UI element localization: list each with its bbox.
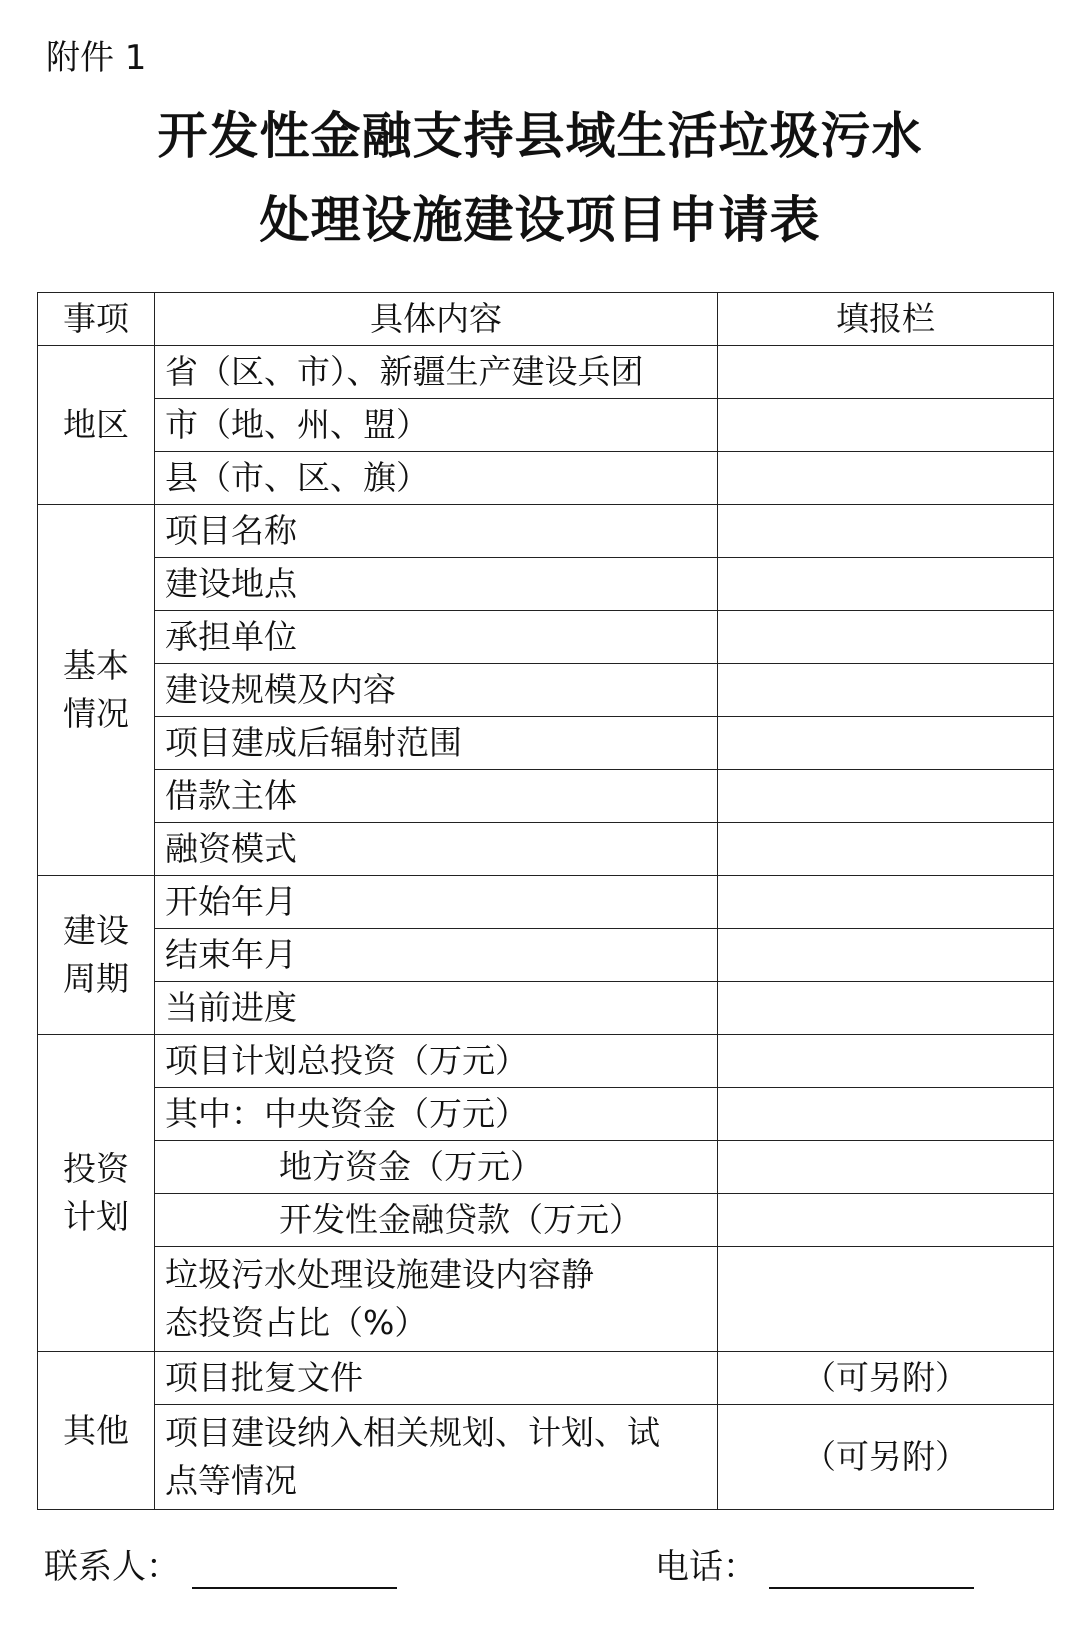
row-label: 省（区、市）、新疆生产建设兵团	[155, 346, 718, 399]
header-content: 具体内容	[155, 293, 718, 346]
attachment-label: 附件 1	[46, 38, 147, 78]
table-row	[38, 823, 1054, 876]
table-row	[38, 876, 1054, 929]
category-region: 地区	[38, 346, 155, 505]
row-label: 其中：中央资金（万元）	[155, 1088, 718, 1141]
fill-cell[interactable]	[718, 346, 1054, 399]
row-label: 当前进度	[155, 982, 718, 1035]
category-basic-info	[38, 505, 155, 876]
fill-cell[interactable]	[718, 982, 1054, 1035]
fill-cell[interactable]	[718, 505, 1054, 558]
fill-cell[interactable]	[718, 399, 1054, 452]
header-item: 事项	[38, 293, 155, 346]
row-label: 开始年月	[155, 876, 718, 929]
row-label: 县（市、区、旗）	[155, 452, 718, 505]
phone-label: 电话：	[655, 1547, 757, 1587]
row-label	[155, 1405, 718, 1510]
header-fill: 填报栏	[718, 293, 1054, 346]
phone-input-line[interactable]	[769, 1551, 974, 1589]
fill-cell[interactable]	[718, 929, 1054, 982]
fill-cell[interactable]	[718, 452, 1054, 505]
table-row	[38, 1405, 1054, 1510]
table-row	[38, 505, 1054, 558]
fill-cell[interactable]	[718, 611, 1054, 664]
fill-cell[interactable]	[718, 558, 1054, 611]
row-label: 项目建成后辐射范围	[155, 717, 718, 770]
row-label: 融资模式	[155, 823, 718, 876]
row-label	[155, 1247, 718, 1352]
fill-cell[interactable]	[718, 823, 1054, 876]
category-investment-plan	[38, 1035, 155, 1352]
application-form-table	[37, 292, 1054, 1510]
row-label: 开发性金融贷款（万元）	[155, 1194, 718, 1247]
table-row	[38, 346, 1054, 399]
fill-cell[interactable]	[718, 717, 1054, 770]
table-row	[38, 1194, 1054, 1247]
row-label-text: 项目建设纳入相关规划、计划、试点等情况	[165, 1413, 660, 1500]
row-label: 市（地、州、盟）	[155, 399, 718, 452]
table-row	[38, 929, 1054, 982]
fill-cell[interactable]	[718, 770, 1054, 823]
category-other: 其他	[38, 1352, 155, 1510]
fill-cell[interactable]	[718, 1247, 1054, 1352]
row-label: 项目名称	[155, 505, 718, 558]
category-construction-period	[38, 876, 155, 1035]
fill-cell[interactable]	[718, 876, 1054, 929]
contact-label: 联系人：	[44, 1547, 180, 1587]
category-basic-info-label: 基本情况	[63, 646, 129, 733]
contact-input-line[interactable]	[192, 1551, 397, 1589]
table-row	[38, 717, 1054, 770]
fill-cell[interactable]	[718, 664, 1054, 717]
table-row	[38, 1352, 1054, 1405]
row-label: 项目批复文件	[155, 1352, 718, 1405]
category-construction-period-label: 建设周期	[63, 911, 129, 998]
fill-cell[interactable]	[718, 1088, 1054, 1141]
fill-cell[interactable]	[718, 1035, 1054, 1088]
table-row	[38, 611, 1054, 664]
form-title-line-1: 开发性金融支持县域生活垃圾污水	[157, 107, 923, 165]
row-label: 地方资金（万元）	[155, 1141, 718, 1194]
row-label: 借款主体	[155, 770, 718, 823]
table-row	[38, 399, 1054, 452]
row-label: 项目计划总投资（万元）	[155, 1035, 718, 1088]
fill-cell-attachable[interactable]: （可另附）	[718, 1352, 1054, 1405]
table-row	[38, 1035, 1054, 1088]
row-label: 承担单位	[155, 611, 718, 664]
fill-cell[interactable]	[718, 1141, 1054, 1194]
fill-cell-attachable[interactable]: （可另附）	[718, 1405, 1054, 1510]
table-row	[38, 982, 1054, 1035]
table-row	[38, 664, 1054, 717]
table-row	[38, 1141, 1054, 1194]
table-row	[38, 1247, 1054, 1352]
category-investment-plan-label: 投资计划	[63, 1149, 129, 1236]
header-row	[38, 293, 1054, 346]
form-title-line-2: 处理设施建设项目申请表	[259, 191, 821, 249]
table-row	[38, 770, 1054, 823]
row-label: 建设规模及内容	[155, 664, 718, 717]
row-label: 结束年月	[155, 929, 718, 982]
table-row	[38, 1088, 1054, 1141]
fill-cell[interactable]	[718, 1194, 1054, 1247]
contact-field	[44, 1545, 397, 1589]
table-row	[38, 558, 1054, 611]
row-label-text: 垃圾污水处理设施建设内容静态投资占比（%）	[165, 1255, 594, 1342]
row-label: 建设地点	[155, 558, 718, 611]
table-row	[38, 452, 1054, 505]
phone-field	[655, 1545, 974, 1589]
